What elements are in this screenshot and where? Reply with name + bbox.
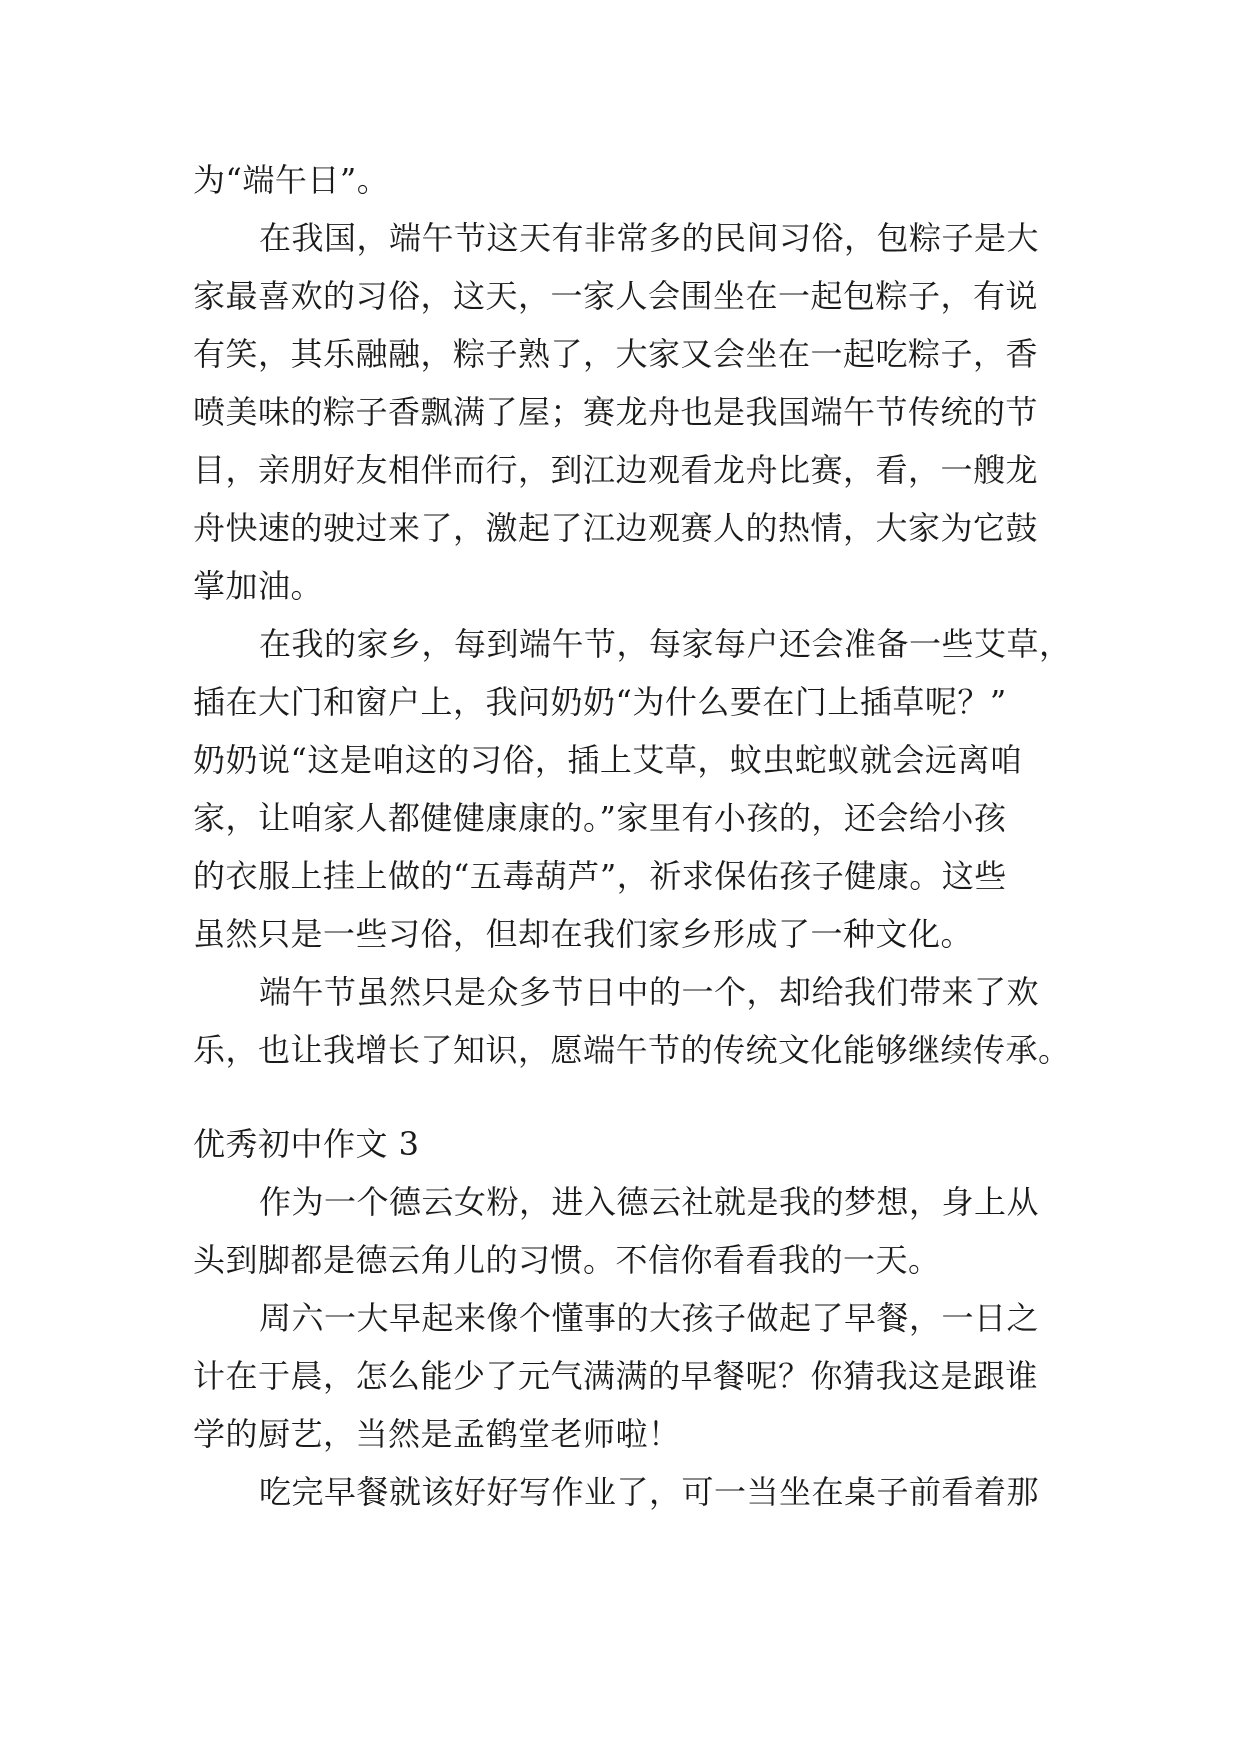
text-line: 喷美味的粽子香飘满了屋；赛龙舟也是我国端午节传统的节: [193, 393, 1039, 431]
paragraph-first-line: 周六一大早起来像个懂事的大孩子做起了早餐，一日之: [259, 1299, 1040, 1337]
paragraph-first-line: 在我的家乡，每到端午节，每家每户还会准备一些艾草，: [259, 625, 1072, 663]
paragraph-first-line: 吃完早餐就该好好写作业了，可一当坐在桌子前看着那: [259, 1473, 1040, 1511]
text-line: 头到脚都是德云角儿的习惯。不信你看看我的一天。: [193, 1241, 941, 1279]
text-line: 奶奶说“这是咱这的习俗，插上艾草，蚊虫蛇蚁就会远离咱: [193, 741, 1023, 779]
text-line: 乐，也让我增长了知识，愿端午节的传统文化能够继续传承。: [193, 1031, 1071, 1069]
text-line: 舟快速的驶过来了，激起了江边观赛人的热情，大家为它鼓: [193, 509, 1039, 547]
text-line: 插在大门和窗户上，我问奶奶“为什么要在门上插草呢？”: [193, 683, 1007, 721]
section-heading: 优秀初中作文 3: [193, 1125, 420, 1163]
text-line: 虽然只是一些习俗，但却在我们家乡形成了一种文化。: [193, 915, 974, 953]
paragraph-first-line: 在我国，端午节这天有非常多的民间习俗，包粽子是大: [259, 219, 1040, 257]
text-line: 有笑，其乐融融，粽子熟了，大家又会坐在一起吃粽子，香: [193, 335, 1039, 373]
text-line: 计在于晨，怎么能少了元气满满的早餐呢？你猜我这是跟谁: [193, 1357, 1039, 1395]
text-line: 学的厨艺，当然是孟鹤堂老师啦！: [193, 1415, 681, 1453]
text-line: 目，亲朋好友相伴而行，到江边观看龙舟比赛，看，一艘龙: [193, 451, 1039, 489]
paragraph-first-line: 作为一个德云女粉，进入德云社就是我的梦想，身上从: [259, 1183, 1040, 1221]
text-line: 的衣服上挂上做的“五毒葫芦”，祈求保佑孩子健康。这些: [193, 857, 1007, 895]
text-line: 掌加油。: [193, 567, 324, 605]
paragraph-first-line: 端午节虽然只是众多节日中的一个，却给我们带来了欢: [259, 973, 1040, 1011]
text-line: 为“端午日”。: [193, 161, 390, 199]
text-line: 家，让咱家人都健健康康的。”家里有小孩的，还会给小孩: [193, 799, 1007, 837]
text-line: 家最喜欢的习俗，这天，一家人会围坐在一起包粽子，有说: [193, 277, 1039, 315]
